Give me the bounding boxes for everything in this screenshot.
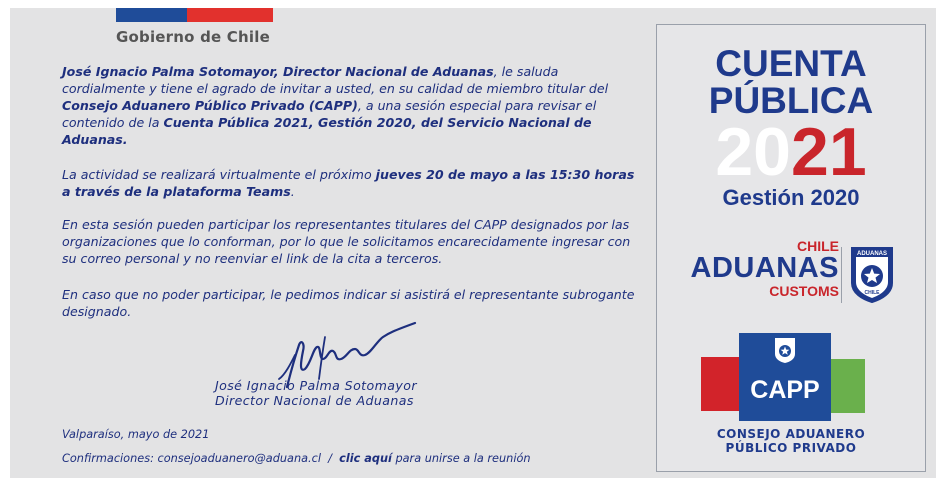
capp-green-square <box>825 359 865 413</box>
confirm-prefix: Confirmaciones: <box>62 452 158 465</box>
capp-logo <box>701 333 865 423</box>
capp-badge-icon <box>773 336 797 364</box>
join-suffix: para unirse a la reunión <box>391 452 531 465</box>
confirmations-line <box>62 452 531 465</box>
letter-paragraph-1 <box>62 63 642 148</box>
p2-run-2: . <box>290 184 295 199</box>
p2-run-0: La actividad se realizará virtualmente el próximo <box>62 167 376 182</box>
aduanas-badge-icon <box>849 245 895 303</box>
signature-block <box>215 378 417 408</box>
capp-text: CAPP <box>750 376 820 404</box>
letter-paragraph-2 <box>62 166 642 200</box>
panel-gestion: Gestión 2020 <box>722 185 860 210</box>
letter-paragraph-3: En esta sesión pueden participar los representantes titulares del CAPP designados por las organizaciones que lo conforman, por lo que le solicitamos encarecidamente ingresar con su correo personal y no reenviar el link de la cita a terceros. <box>62 217 631 266</box>
badge-top-text: ADUANAS <box>857 251 887 257</box>
p1-run-0: José Ignacio Palma Sotomayor, Director Nacional de Aduanas <box>62 64 494 79</box>
letter-paragraph-4: En caso que no poder participar, le pedimos indicar si asistirá el representante subrogante designado. <box>62 287 635 319</box>
badge-bottom-text: CHILE <box>864 290 880 296</box>
cuenta-publica-panel <box>656 24 926 472</box>
signer-title: Director Nacional de Aduanas <box>215 393 414 408</box>
p1-run-3: , a una sesión especial para revisar el contenido de la <box>62 98 597 130</box>
gov-label: Gobierno de Chile <box>116 28 270 46</box>
capp-subtitle-2: PÚBLICO PRIVADO <box>725 441 857 455</box>
gov-flag-blue <box>116 8 187 22</box>
place-date: Valparaíso, mayo de 2021 <box>62 428 210 441</box>
aduanas-name: ADUANAS <box>690 252 839 284</box>
p2-run-1: jueves 20 de mayo a las 15:30 horas a través de la plataforma Teams <box>62 167 635 199</box>
gov-flag-red <box>187 8 273 22</box>
gov-flag-bar <box>116 8 273 22</box>
panel-title-line2: PÚBLICA <box>708 80 874 121</box>
capp-subtitle-1: CONSEJO ADUANERO <box>716 427 866 441</box>
aduanas-chile-label: CHILE <box>797 238 839 254</box>
p1-run-1: , le saluda cordialmente y tiene el agrado de invitar a usted, en su calidad de miembro titular del <box>62 64 609 96</box>
signer-name: José Ignacio Palma Sotomayor <box>215 378 417 393</box>
confirm-separator: / <box>321 452 340 465</box>
p1-run-2: Consejo Aduanero Público Privado (CAPP) <box>62 98 358 113</box>
invitation-card <box>10 8 936 478</box>
panel-title-line1: CUENTA <box>715 43 867 84</box>
year-white: 20 <box>715 114 791 190</box>
aduanas-divider <box>841 247 842 303</box>
year-red: 21 <box>791 114 867 190</box>
p1-run-4: Cuenta Pública 2021, Gestión 2020, del Servicio Nacional de Aduanas. <box>62 115 592 147</box>
aduanas-customs-label: CUSTOMS <box>769 283 839 299</box>
panel-year <box>657 114 925 190</box>
email-link[interactable]: consejoaduanero@aduana.cl <box>157 452 321 465</box>
join-meeting-link[interactable]: clic aquí <box>339 452 392 465</box>
